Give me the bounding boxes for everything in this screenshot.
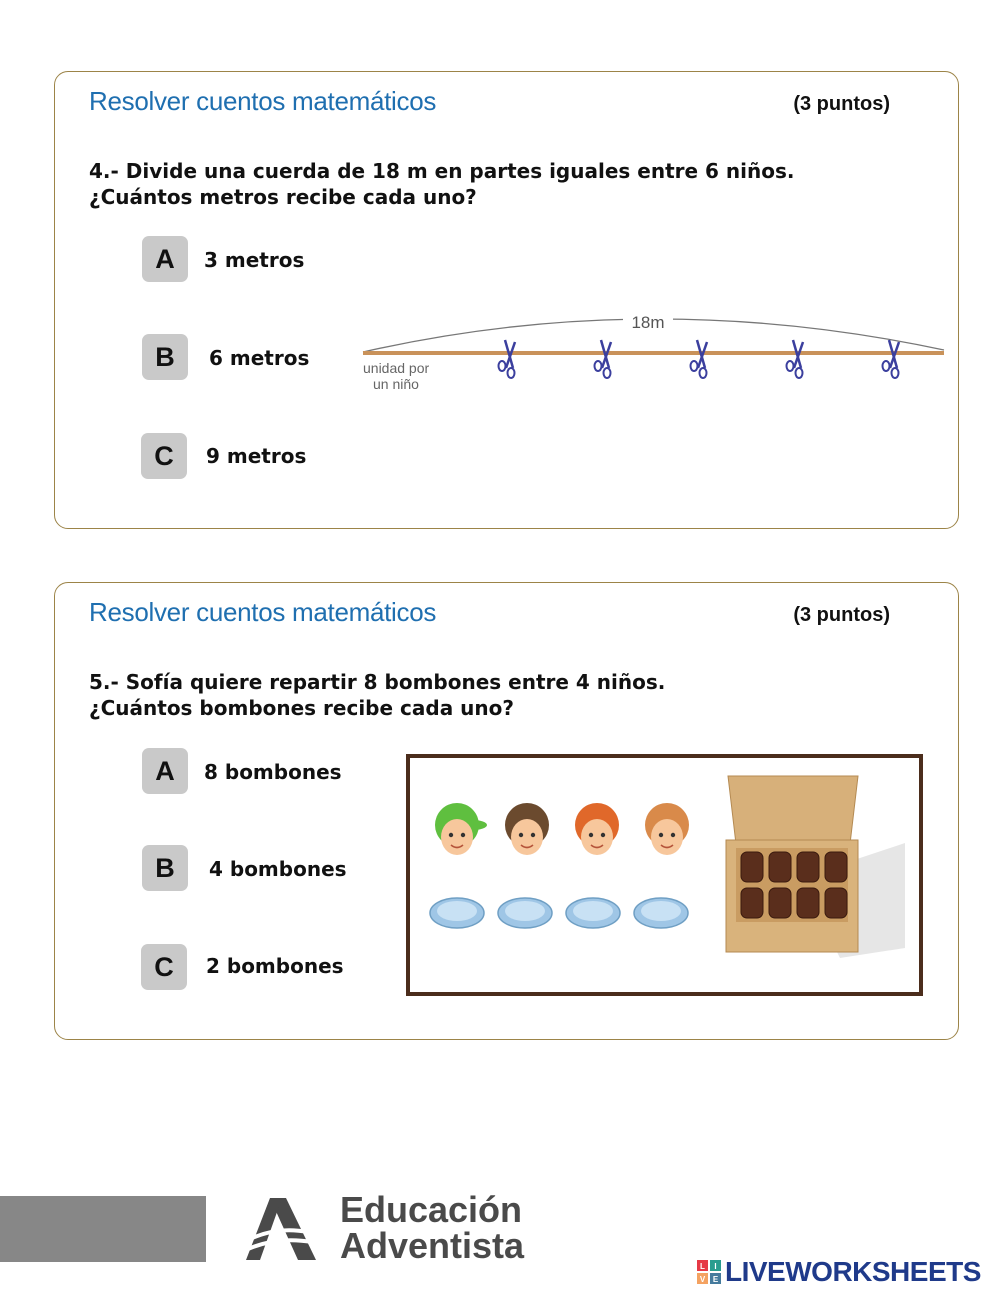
unit-label-line-1: unidad por	[363, 360, 430, 376]
plate-inner	[641, 901, 681, 921]
question-text	[89, 158, 794, 210]
logo-tile-letter: E	[712, 1275, 719, 1284]
plate-inner	[437, 901, 477, 921]
option-c-text[interactable]: 9 metros	[206, 444, 307, 468]
card-title: Resolver cuentos matemáticos	[89, 597, 437, 627]
child-eye	[671, 833, 675, 837]
plate-inner	[573, 901, 613, 921]
chocolate	[825, 888, 847, 918]
child-eye	[531, 833, 535, 837]
chocolates-illustration-frame	[406, 754, 923, 996]
option-a-text[interactable]: 3 metros	[204, 248, 305, 272]
question-line-2: ¿Cuántos metros recibe cada uno?	[89, 185, 477, 209]
scissors-handle	[700, 368, 707, 378]
child-face	[435, 803, 487, 855]
plate-inner	[505, 901, 545, 921]
chocolate	[825, 852, 847, 882]
chocolate	[741, 852, 763, 882]
child-face	[575, 803, 619, 855]
option-b-text[interactable]: 4 bombones	[209, 857, 347, 881]
rope-illustration	[359, 302, 949, 397]
question-5-card	[54, 582, 959, 1040]
option-c-text[interactable]: 2 bombones	[206, 954, 344, 978]
scissors-handle	[796, 368, 803, 378]
chocolate	[769, 888, 791, 918]
child-face	[505, 803, 549, 855]
card-title: Resolver cuentos matemáticos	[89, 86, 437, 116]
scissors-icon	[499, 340, 516, 378]
scissors-handle	[691, 361, 698, 371]
scissors-icon	[595, 340, 612, 378]
option-a-badge[interactable]: A	[142, 236, 188, 282]
child-eye	[519, 833, 523, 837]
child-eye	[589, 833, 593, 837]
child-eye	[601, 833, 605, 837]
option-b-badge[interactable]: B	[142, 334, 188, 380]
points-label: (3 puntos)	[793, 604, 890, 626]
child-skin	[581, 819, 613, 855]
scissors-handle	[604, 368, 611, 378]
brand-line-1: Educación	[340, 1189, 523, 1230]
footer-grey-bar	[0, 1196, 206, 1262]
points-label: (3 puntos)	[793, 93, 890, 115]
scissors-handle	[499, 361, 506, 371]
scissors-handle	[883, 361, 890, 371]
option-a-text[interactable]: 8 bombones	[204, 760, 342, 784]
educacion-adventista-logo-icon	[246, 1196, 316, 1262]
question-line-2: ¿Cuántos bombones recibe cada uno?	[89, 696, 514, 720]
scissors-icon	[883, 340, 900, 378]
logo-tile-letter: I	[714, 1262, 717, 1271]
logo-tile-letter: V	[699, 1275, 706, 1284]
question-line-1: 4.- Divide una cuerda de 18 m en partes iguales entre 6 niños.	[89, 159, 795, 183]
option-c-badge[interactable]: C	[141, 944, 187, 990]
logo-tile-letter: L	[700, 1262, 705, 1271]
option-b-text[interactable]: 6 metros	[209, 346, 310, 370]
box-lid	[728, 776, 858, 844]
scissors-group	[499, 340, 900, 378]
scissors-handle	[595, 361, 602, 371]
educacion-adventista-logo-text	[340, 1189, 525, 1266]
child-skin	[651, 819, 683, 855]
option-c-badge[interactable]: C	[141, 433, 187, 479]
liveworksheets-text: LIVEWORKSHEETS	[725, 1256, 981, 1287]
brand-line-2: Adventista	[340, 1225, 525, 1266]
child-skin	[511, 819, 543, 855]
question-4-card	[54, 71, 959, 529]
chocolate	[797, 852, 819, 882]
liveworksheets-logo[interactable]	[697, 1256, 981, 1288]
scissors-icon	[691, 340, 708, 378]
option-a-badge[interactable]: A	[142, 748, 188, 794]
child-eye	[461, 833, 465, 837]
chocolate	[769, 852, 791, 882]
scissors-icon	[787, 340, 804, 378]
unit-label-line-2: un niño	[373, 376, 419, 392]
plates	[430, 898, 688, 928]
scissors-handle	[508, 368, 515, 378]
children-faces	[435, 803, 689, 855]
child-skin	[441, 819, 473, 855]
length-label: 18m	[631, 313, 665, 332]
scissors-handle	[892, 368, 899, 378]
child-eye	[659, 833, 663, 837]
option-b-badge[interactable]: B	[142, 845, 188, 891]
question-line-1: 5.- Sofía quiere repartir 8 bombones entre 4 niños.	[89, 670, 666, 694]
chocolate	[741, 888, 763, 918]
scissors-handle	[787, 361, 794, 371]
child-face	[645, 803, 689, 855]
liveworksheets-logo-icon	[697, 1260, 721, 1284]
child-eye	[449, 833, 453, 837]
question-text	[89, 669, 665, 721]
chocolates-illustration	[410, 758, 919, 992]
chocolate	[797, 888, 819, 918]
